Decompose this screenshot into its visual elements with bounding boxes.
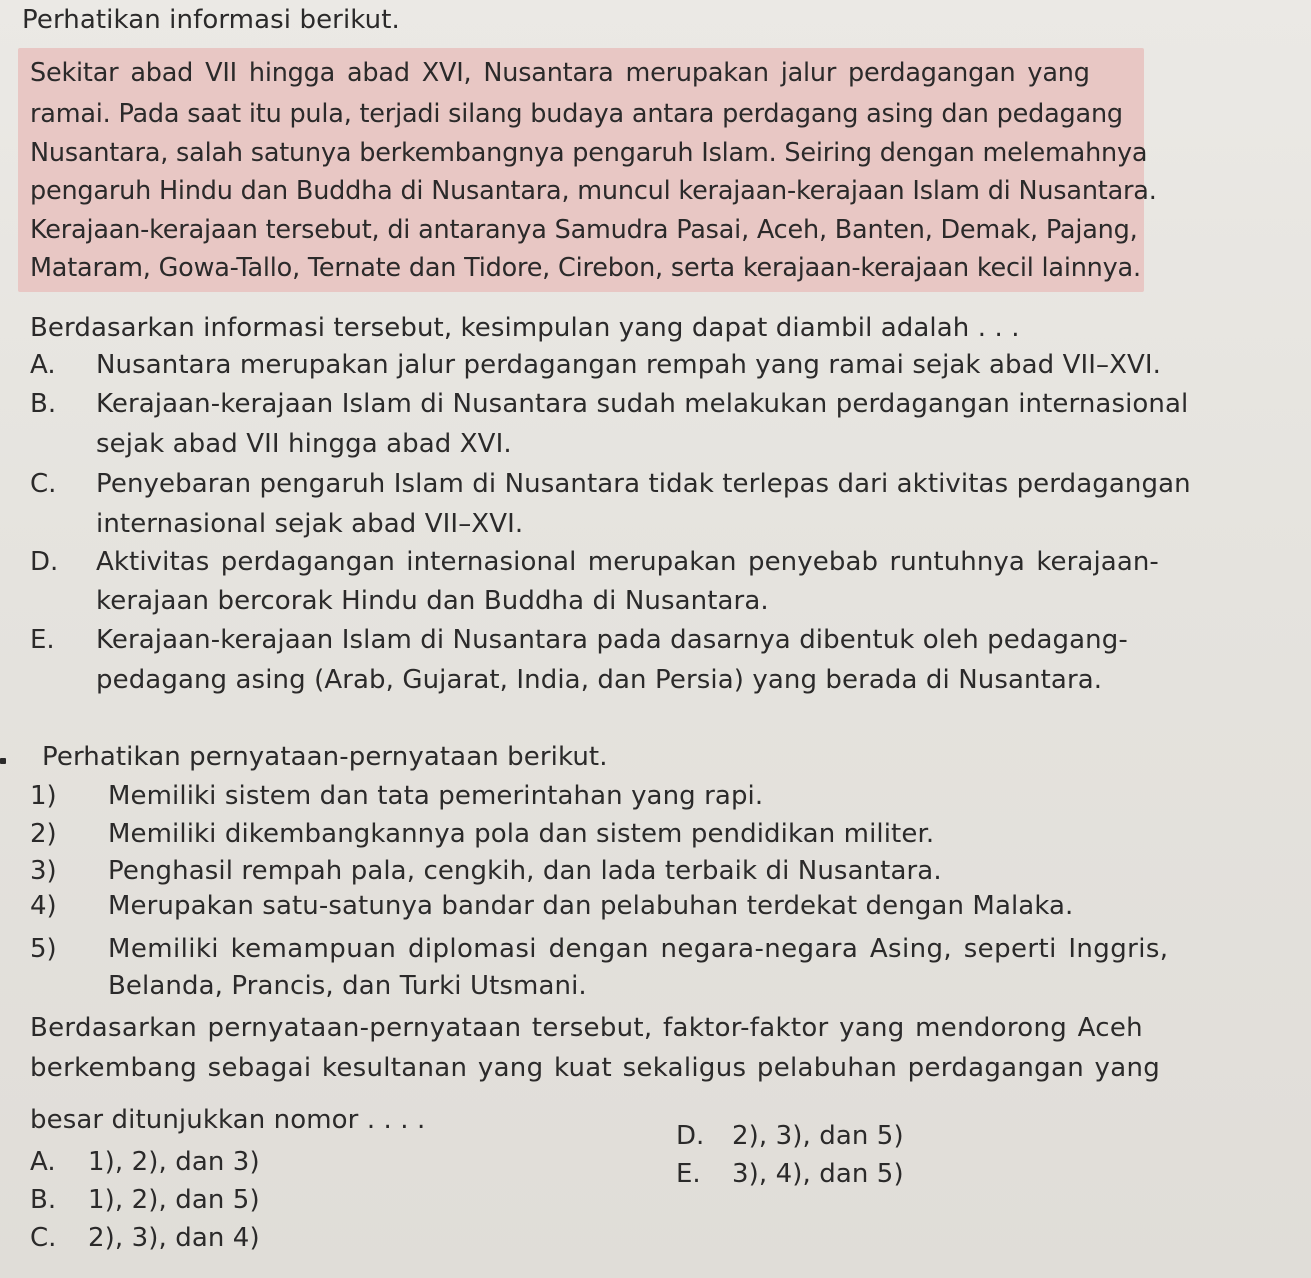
- q1-question: Berdasarkan informasi tersebut, kesimpulan yang dapat diambil adalah . . .: [30, 313, 1020, 343]
- q2-option-d-text[interactable]: 2), 3), dan 5): [732, 1121, 904, 1151]
- q2-option-a-label[interactable]: A.: [30, 1147, 56, 1177]
- q2-question-line: Berdasarkan pernyataan-pernyataan tersebut, faktor-faktor yang mendorong Aceh: [30, 1013, 1143, 1043]
- q2-question-line: berkembang sebagai kesultanan yang kuat sekaligus pelabuhan perdagangan yang: [30, 1053, 1161, 1083]
- q1-passage-line: Sekitar abad VII hingga abad XVI, Nusantara merupakan jalur perdagangan yang: [30, 58, 1090, 88]
- q2-statement-4: Merupakan satu-satunya bandar dan pelabuhan terdekat dengan Malaka.: [108, 891, 1074, 921]
- q1-option-b-label[interactable]: B.: [30, 389, 57, 419]
- q1-passage-line: Nusantara, salah satunya berkembangnya pengaruh Islam. Seiring dengan melemahnya: [30, 138, 1148, 168]
- question-number-marker: [0, 758, 6, 764]
- q2-intro: Perhatikan pernyataan-pernyataan berikut.: [42, 742, 608, 772]
- q2-option-c-label[interactable]: C.: [30, 1223, 57, 1253]
- q2-statement-5: Memiliki kemampuan diplomasi dengan negara-negara Asing, seperti Inggris,: [108, 934, 1169, 964]
- q1-option-e-text[interactable]: Kerajaan-kerajaan Islam di Nusantara pada dasarnya dibentuk oleh pedagang-: [96, 625, 1128, 655]
- q2-option-a-text[interactable]: 1), 2), dan 3): [88, 1147, 260, 1177]
- q2-option-d-label[interactable]: D.: [676, 1121, 705, 1151]
- q2-statement-2-num: 2): [30, 819, 57, 849]
- q1-passage-line: ramai. Pada saat itu pula, terjadi silang budaya antara perdagang asing dan pedagang: [30, 99, 1123, 129]
- q2-statement-1: Memiliki sistem dan tata pemerintahan yang rapi.: [108, 781, 764, 811]
- q1-option-a-label[interactable]: A.: [30, 350, 56, 380]
- q1-option-e-label[interactable]: E.: [30, 625, 55, 655]
- q1-option-b-text[interactable]: sejak abad VII hingga abad XVI.: [96, 429, 512, 459]
- q2-statement-3-num: 3): [30, 856, 57, 886]
- q1-option-e-text[interactable]: pedagang asing (Arab, Gujarat, India, dan Persia) yang berada di Nusantara.: [96, 665, 1103, 695]
- q1-option-a-text[interactable]: Nusantara merupakan jalur perdagangan rempah yang ramai sejak abad VII–XVI.: [96, 350, 1162, 380]
- q1-passage-line: pengaruh Hindu dan Buddha di Nusantara, muncul kerajaan-kerajaan Islam di Nusantara.: [30, 176, 1157, 206]
- q2-option-c-text[interactable]: 2), 3), dan 4): [88, 1223, 260, 1253]
- q2-statement-5-num: 5): [30, 934, 57, 964]
- q2-statement-1-num: 1): [30, 781, 57, 811]
- q1-option-c-text[interactable]: Penyebaran pengaruh Islam di Nusantara tidak terlepas dari aktivitas perdagangan: [96, 469, 1191, 499]
- q1-option-d-text[interactable]: kerajaan bercorak Hindu dan Buddha di Nusantara.: [96, 586, 769, 616]
- q2-statement-5: Belanda, Prancis, dan Turki Utsmani.: [108, 971, 587, 1001]
- q2-option-b-label[interactable]: B.: [30, 1185, 57, 1215]
- q1-option-c-label[interactable]: C.: [30, 469, 57, 499]
- q2-option-b-text[interactable]: 1), 2), dan 5): [88, 1185, 260, 1215]
- q1-option-c-text[interactable]: internasional sejak abad VII–XVI.: [96, 509, 524, 539]
- q2-option-e-label[interactable]: E.: [676, 1159, 701, 1189]
- q2-statement-4-num: 4): [30, 891, 57, 921]
- q1-intro: Perhatikan informasi berikut.: [22, 5, 400, 35]
- q1-passage-line: Mataram, Gowa-Tallo, Ternate dan Tidore, Cirebon, serta kerajaan-kerajaan kecil lainnya.: [30, 253, 1141, 283]
- q2-statement-2: Memiliki dikembangkannya pola dan sistem pendidikan militer.: [108, 819, 935, 849]
- q2-question-line: besar ditunjukkan nomor . . . .: [30, 1105, 426, 1135]
- q1-option-b-text[interactable]: Kerajaan-kerajaan Islam di Nusantara sudah melakukan perdagangan internasional: [96, 389, 1189, 419]
- q2-option-e-text[interactable]: 3), 4), dan 5): [732, 1159, 904, 1189]
- q1-passage-line: Kerajaan-kerajaan tersebut, di antaranya Samudra Pasai, Aceh, Banten, Demak, Pajang,: [30, 215, 1138, 245]
- q1-option-d-text[interactable]: Aktivitas perdagangan internasional merupakan penyebab runtuhnya kerajaan-: [96, 547, 1159, 577]
- q2-statement-3: Penghasil rempah pala, cengkih, dan lada terbaik di Nusantara.: [108, 856, 942, 886]
- q1-option-d-label[interactable]: D.: [30, 547, 59, 577]
